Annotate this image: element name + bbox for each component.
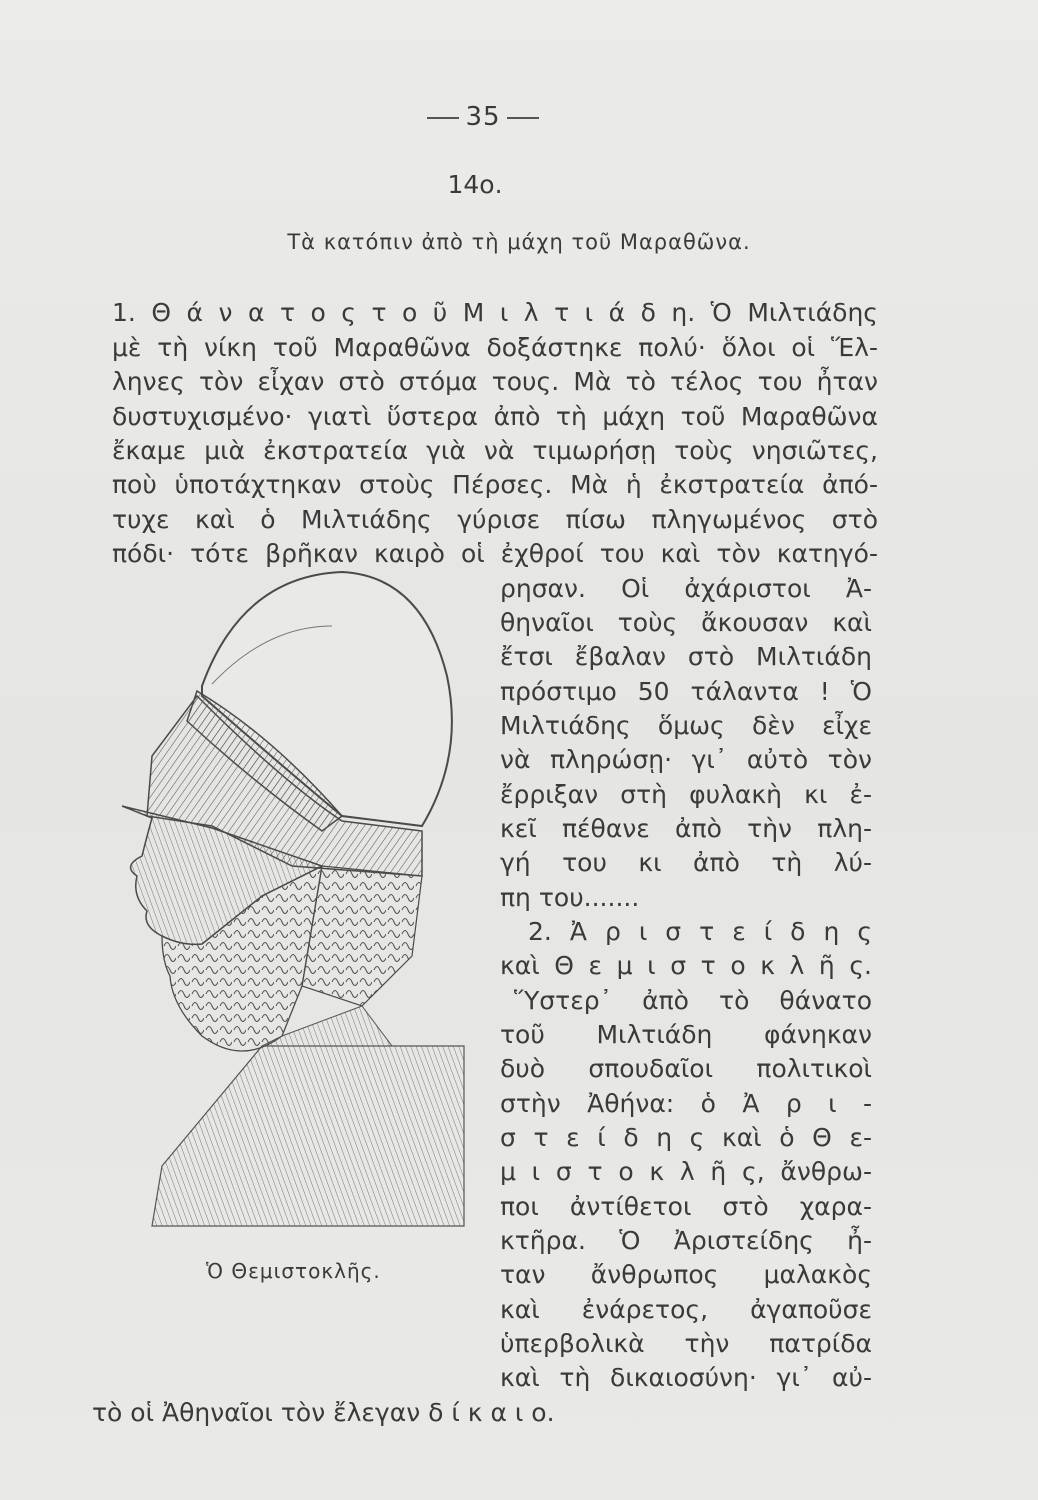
column-line: κεῖ πέθανε ἀπὸ τὴν πλη- xyxy=(500,814,872,843)
column-line: καὶ ἐνάρετος, ἀγαποῦσε xyxy=(500,1295,872,1324)
column-line: ποι ἀντίθετοι στὸ χαρα- xyxy=(500,1192,872,1221)
column-line: καὶ τὴ δικαιοσύνη· γι᾿ αὐ- xyxy=(500,1363,872,1392)
page-number xyxy=(418,102,548,132)
text-line: 1. Θ ά ν α τ ο ς τ ο ῦ Μ ι λ τ ι ά δ η. Ὁ Μιλτιάδης xyxy=(112,298,878,327)
final-line: τὸ οἱ Ἀθηναῖοι τὸν ἔλεγαν δ ί κ α ι ο. xyxy=(92,1398,555,1427)
text-line: ληνες τὸν εἶχαν στὸ στόμα τους. Μὰ τὸ τέλος του ἦταν xyxy=(112,367,878,396)
chapter-title: Τὰ κατόπιν ἀπὸ τὴ μάχη τοῦ Μαραθῶνα. xyxy=(287,230,751,254)
column-line: τοῦ Μιλτιάδη φάνηκαν xyxy=(500,1020,872,1049)
portrait-caption: Ὁ Θεμιστοκλῆς. xyxy=(206,1259,381,1283)
chapter-number: 14ο. xyxy=(447,170,503,199)
dash-right xyxy=(507,117,539,119)
column-line: νὰ πληρώσῃ· γι᾿ αὐτὸ τὸν xyxy=(500,745,872,774)
column-line: 2. Ἀ ρ ι σ τ ε ί δ η ς xyxy=(528,917,872,946)
column-line: ἔτσι ἔβαλαν στὸ Μιλτιάδη xyxy=(500,642,872,671)
column-line: ρησαν. Οἱ ἀχάριστοι Ἀ- xyxy=(500,574,872,603)
column-line: γή του κι ἀπὸ τὴ λύ- xyxy=(500,848,872,877)
column-line: θηναῖοι τοὺς ἄκουσαν καὶ xyxy=(500,608,872,637)
column-line: πη του....... xyxy=(500,883,640,912)
column-line: ὑπερβολικὰ τὴν πατρίδα xyxy=(500,1329,872,1358)
text-line: ποὺ ὑποτάχτηκαν στοὺς Πέρσες. Μὰ ἡ ἐκστρατεία ἀπό- xyxy=(112,470,878,499)
column-line: κτῆρα. Ὁ Ἀριστείδης ἦ- xyxy=(500,1226,872,1255)
column-line: μ ι σ τ ο κ λ ῆ ς, ἄνθρω- xyxy=(500,1157,872,1186)
column-line: ἔρριξαν στὴ φυλακὴ κι ἐ- xyxy=(500,780,872,809)
column-line: ταν ἄνθρωπος μαλακὸς xyxy=(500,1260,872,1289)
text-line: πόδι· τότε βρῆκαν καιρὸ οἱ ἐχθροί του καὶ τὸν κατηγό- xyxy=(112,539,878,568)
column-line: Μιλτιάδης ὅμως δὲν εἶχε xyxy=(500,711,872,740)
text-line: δυστυχισμένο· γιατὶ ὕστερα ἀπὸ τὴ μάχη τοῦ Μαραθῶνα xyxy=(112,402,878,431)
text-line: ἔκαμε μιὰ ἐκστρατεία γιὰ νὰ τιμωρήσῃ τοὺς νησιῶτες, xyxy=(112,436,878,465)
column-line: στὴν Ἀθήνα: ὁ Ἀ ρ ι - xyxy=(500,1089,872,1118)
text-line: τυχε καὶ ὁ Μιλτιάδης γύρισε πίσω πληγωμένος στὸ xyxy=(112,505,878,534)
page-number-text: 35 xyxy=(465,102,501,132)
column-line: δυὸ σπουδαῖοι πολιτικοὶ xyxy=(500,1054,872,1083)
themistocles-portrait xyxy=(92,566,472,1256)
text-line: μὲ τὴ νίκη τοῦ Μαραθῶνα δοξάστηκε πολύ· ὅλοι οἱ Ἕλ- xyxy=(112,333,878,362)
column-line: καὶ Θ ε μ ι σ τ ο κ λ ῆ ς. xyxy=(500,951,872,980)
column-line: Ὕστερ᾿ ἀπὸ τὸ θάνατο xyxy=(514,986,872,1015)
column-line: πρόστιμο 50 τάλαντα ! Ὁ xyxy=(500,677,872,706)
dash-left xyxy=(427,117,459,119)
column-line: σ τ ε ί δ η ς καὶ ὁ Θ ε- xyxy=(500,1123,872,1152)
